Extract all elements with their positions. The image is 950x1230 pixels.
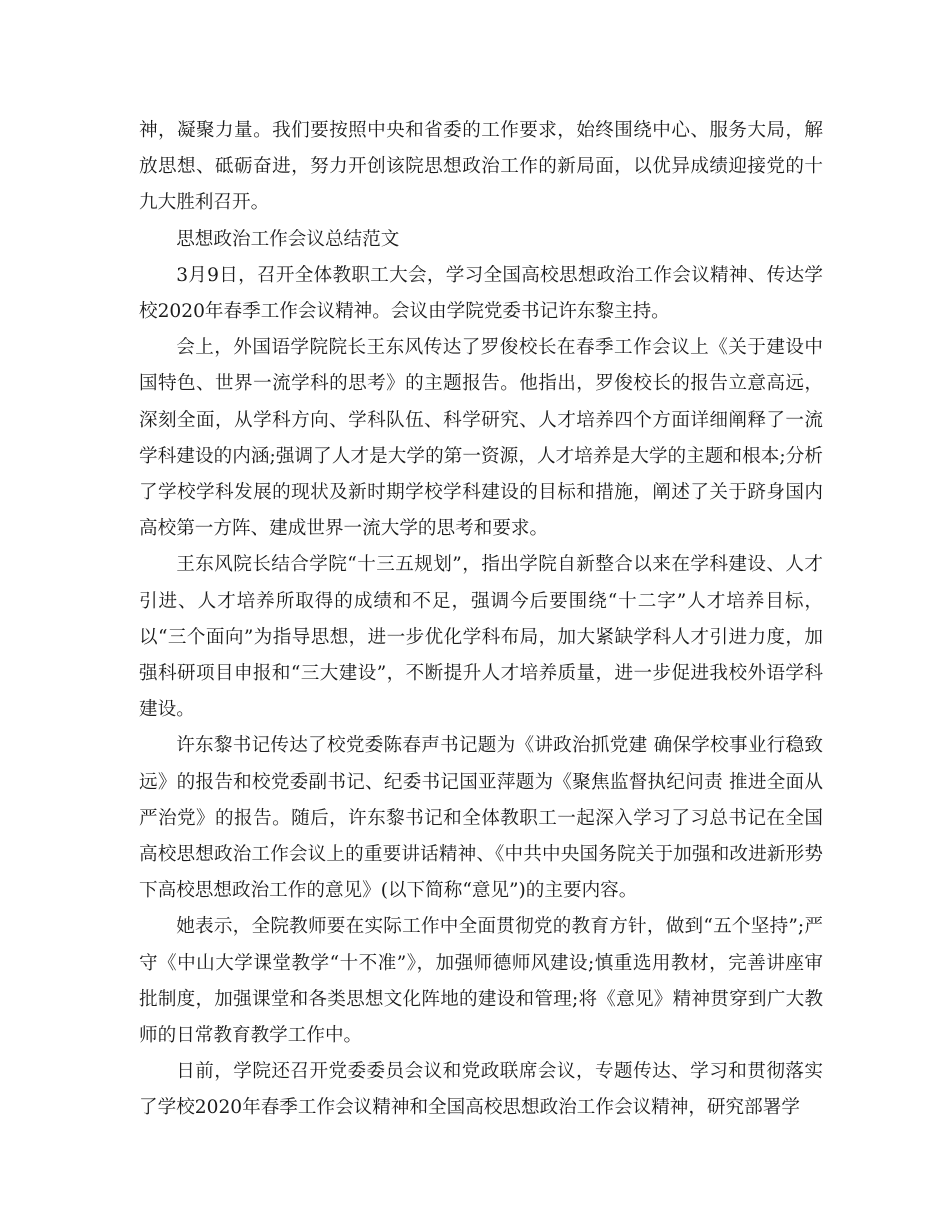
paragraph-dean-plan: 王东风院长结合学院“十三五规划”，指出学院自新整合以来在学科建设、人才引进、人才培养所取得的成绩和不足，强调今后要围绕“十二字”人才培养目标，以“三个面向”为指导思想，进一步优化学科布局，加大紧缺学科人才引进力度，加强科研项目申报和“三大建设”，不断提升人才培养质量，进一步促进我校外语学科建设。 — [139, 554, 823, 721]
paragraph-meeting-intro: 3月9日，召开全体教职工大会，学习全国高校思想政治工作会议精神、传达学校2020年春季工作会议精神。会议由学院党委书记许东黎主持。 — [139, 264, 823, 323]
paragraph-requirements: 她表示，全院教师要在实际工作中全面贯彻党的教育方针，做到“五个坚持”;严守《中山大学课堂教学“十不准”》，加强师德师风建设;慎重选用教材，完善讲座审批制度，加强课堂和各类思想文化阵地的建设和管理;将《意见》精神贯穿到广大教师的日常教育教学工作中。 — [139, 916, 823, 1047]
paragraph-secretary-report: 许东黎书记传达了校党委陈春声书记题为《讲政治抓党建 确保学校事业行稳致远》的报告和校党委副书记、纪委书记国亚萍题为《聚焦监督执纪问责 推进全面从严治党》的报告。随后，许东黎书记和全体教职工一起深入学习了习总书记在全国高校思想政治工作会议上的重要讲话精神、《中共中央国务院关于加强和改进新形势下高校思想政治工作的意见》(以下简称“意见”)的主要内容。 — [139, 735, 823, 902]
paragraph-continuation: 神，凝聚力量。我们要按照中央和省委的工作要求，始终围绕中心、服务大局，解放思想、砥砺奋进，努力开创该院思想政治工作的新局面，以优异成绩迎接党的十九大胜利召开。 — [139, 120, 823, 214]
section-heading: 思想政治工作会议总结范文 — [176, 228, 400, 250]
paragraph-followup: 日前，学院还召开党委委员会议和党政联席会议，专题传达、学习和贯彻落实了学校2020年春季工作会议精神和全国高校思想政治工作会议精神，研究部署学 — [139, 1061, 823, 1119]
document-body — [139, 113, 823, 1127]
paragraph-dean-report: 会上，外国语学院院长王东风传达了罗俊校长在春季工作会议上《关于建设中国特色、世界一流学科的思考》的主题报告。他指出，罗俊校长的报告立意高远，深刻全面，从学科方向、学科队伍、科学研究、人才培养四个方面详细阐释了一流学科建设的内涵;强调了人才是大学的第一资源，人才培养是大学的主题和根本;分析了学校学科发展的现状及新时期学校学科建设的目标和措施，阐述了关于跻身国内高校第一方阵、建成世界一流大学的思考和要求。 — [139, 337, 823, 540]
